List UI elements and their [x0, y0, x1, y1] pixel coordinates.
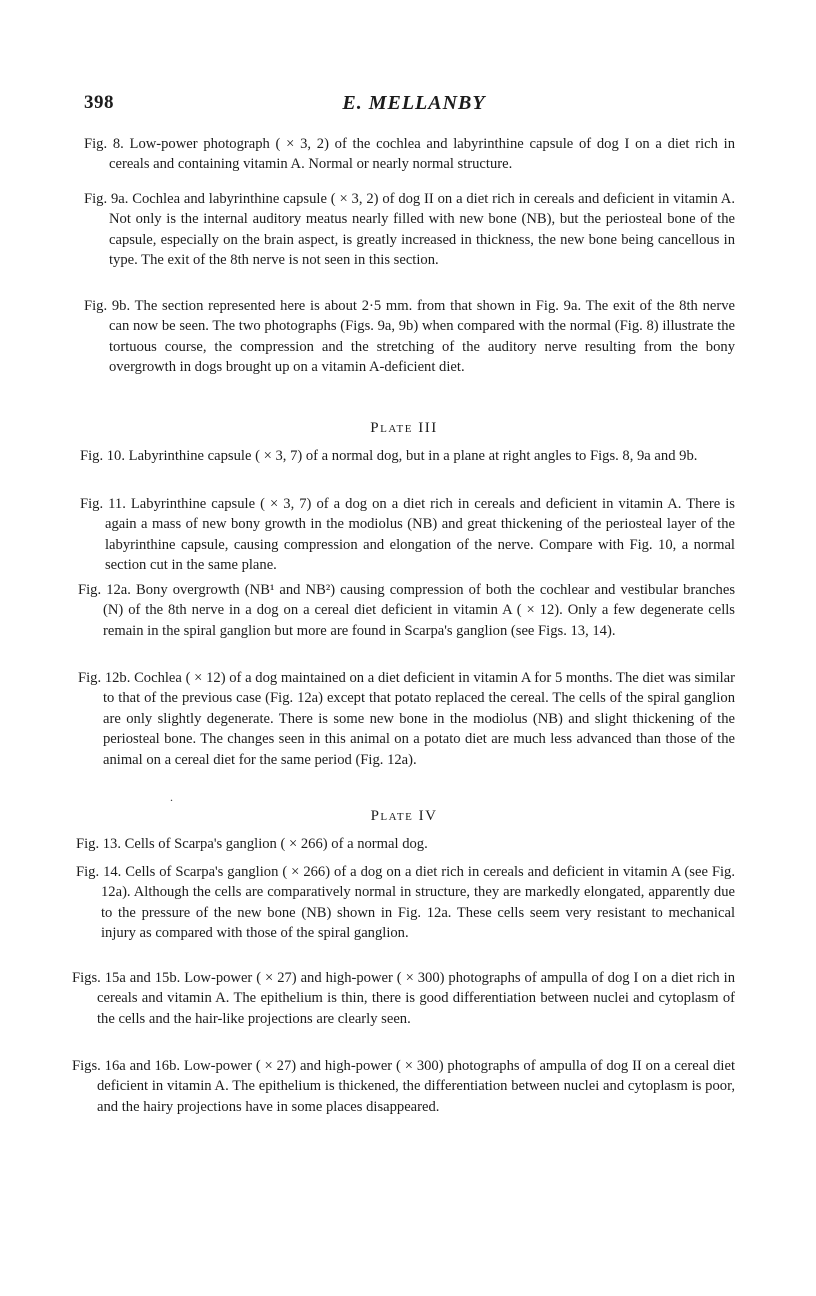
caption-figs-16a-16b: Figs. 16a and 16b. Low-power ( × 27) and high-power ( × 300) photographs of ampulla of dog II on a cereal diet deficient in vitamin A. The epithelium is thickened, the differentiation between nuclei and cytoplasm is poor, and the hairy projections have in some places disappeared.	[72, 1058, 735, 1115]
caption-fig-10: Fig. 10. Labyrinthine capsule ( × 3, 7) of a normal dog, but in a plane at right angles to Figs. 8, 9a and 9b.	[80, 448, 698, 464]
caption-fig-13: Fig. 13. Cells of Scarpa's ganglion ( × 266) of a normal dog.	[76, 836, 428, 852]
plate-iv-heading: Plate IV	[370, 808, 438, 824]
caption-fig-9b: Fig. 9b. The section represented here is about 2·5 mm. from that shown in Fig. 9a. The exit of the 8th nerve can now be seen. The two photographs (Figs. 9a, 9b) when compared with the normal (Fig. 8) illustrate the tortuous course, the compression and the stretching of the auditory nerve resulting from the bony overgrowth in dogs brought up on a vitamin A-deficient diet.	[84, 298, 735, 376]
caption-fig-12a: Fig. 12a. Bony overgrowth (NB¹ and NB²) causing compression of both the cochlear and vestibular branches (N) of the 8th nerve in a dog on a cereal diet deficient in vitamin A ( × 12). Only a few degenerate cells remain in the spiral ganglion but more are found in Scarpa's ganglion (see Figs. 13, 14).	[78, 582, 735, 639]
plate-iii-heading: Plate III	[370, 420, 438, 436]
stray-mark: .	[170, 790, 173, 804]
caption-figs-15a-15b: Figs. 15a and 15b. Low-power ( × 27) and high-power ( × 300) photographs of ampulla of dog I on a diet rich in cereals and vitamin A. The epithelium is thin, there is good differentiation between nuclei and cytoplasm of the cells and the hair-like projections are clearly seen.	[72, 970, 735, 1027]
caption-fig-9a: Fig. 9a. Cochlea and labyrinthine capsule ( × 3, 2) of dog II on a diet rich in cereals and deficient in vitamin A. Not only is the internal auditory meatus nearly filled with new bone (NB), but the periosteal bone of the capsule, especially on the brain aspect, is greatly increased in thickness, the new bone being cancellous in type. The exit of the 8th nerve is not seen in this section.	[84, 191, 735, 269]
caption-fig-11: Fig. 11. Labyrinthine capsule ( × 3, 7) of a dog on a diet rich in cereals and deficient in vitamin A. There is again a mass of new bony growth in the modiolus (NB) and great thickening of the periosteal layer of the labyrinthine capsule, causing compression and elongation of the nerve. Compare with Fig. 10, a normal section cut in the same plane.	[80, 496, 735, 574]
page-number: 398	[84, 92, 114, 113]
running-title: E. MELLANBY	[342, 92, 486, 114]
caption-fig-8: Fig. 8. Low-power photograph ( × 3, 2) of the cochlea and labyrinthine capsule of dog I on a diet rich in cereals and containing vitamin A. Normal or nearly normal structure.	[84, 136, 735, 173]
caption-fig-12b: Fig. 12b. Cochlea ( × 12) of a dog maintained on a diet deficient in vitamin A for 5 months. The diet was similar to that of the previous case (Fig. 12a) except that potato replaced the cereal. The cells of the spiral ganglion are only slightly degenerate. There is some new bone in the modiolus (NB) and slight thickening of the periosteal bone. The changes seen in this animal on a potato diet are much less advanced than those of the animal on a cereal diet for the same period (Fig. 12a).	[78, 670, 735, 768]
page-header	[84, 92, 744, 122]
caption-fig-14: Fig. 14. Cells of Scarpa's ganglion ( × 266) of a dog on a diet rich in cereals and deficient in vitamin A (see Fig. 12a). Although the cells are comparatively normal in structure, they are markedly elongated, apparently due to the pressure of the new bone (NB) shown in Fig. 12a. These cells seem very resistant to mechanical injury as compared with those of the spiral ganglion.	[76, 864, 735, 942]
